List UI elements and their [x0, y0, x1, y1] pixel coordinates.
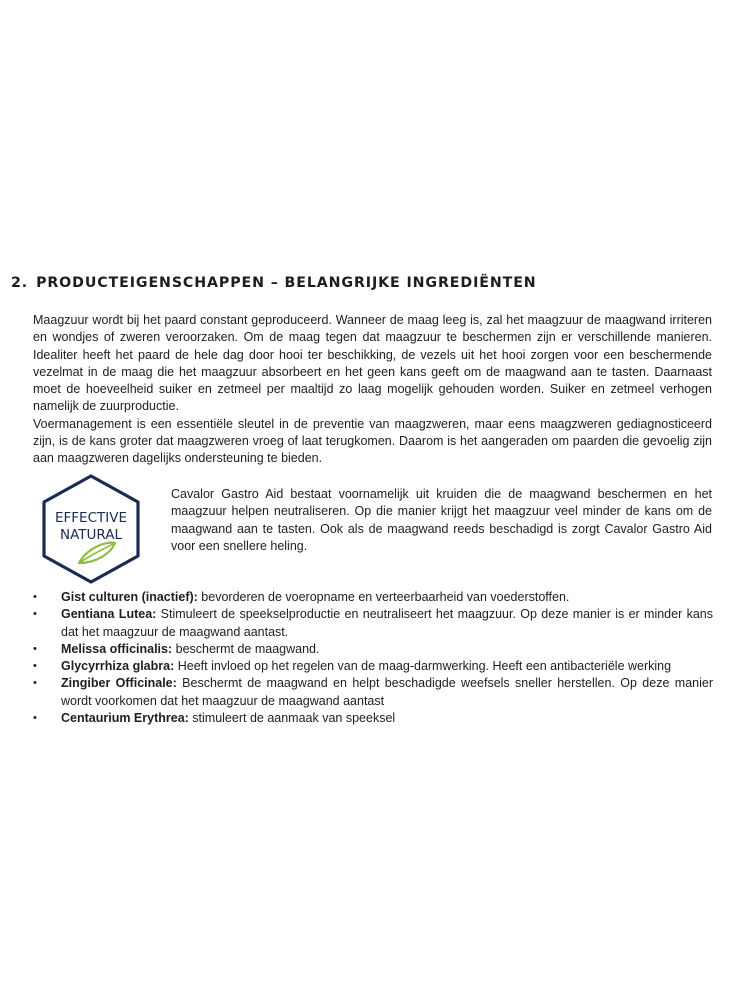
- list-item: [33, 710, 713, 727]
- ingredient-name: Gentiana Lutea:: [61, 607, 157, 622]
- ingredient-description: beschermt de maagwand.: [172, 641, 320, 656]
- list-item: [33, 675, 713, 710]
- badge-label-natural: NATURAL: [59, 527, 123, 543]
- product-description: Cavalor Gastro Aid bestaat voornamelijk uit kruiden die de maagwand beschermen en het maagzuur helpen neutraliseren. Op die manier krijgt het maagzuur veel minder de kans om de maagwand aan te tasten. Ook als de maagwand reeds beschadigd is zorgt Cavalor Gastro Aid voor een snellere heling.: [171, 487, 712, 553]
- bullet-icon: •: [33, 677, 37, 690]
- ingredient-name: Centaurium Erythrea:: [61, 711, 189, 726]
- bullet-icon: •: [33, 591, 37, 603]
- ingredient-name: Gist culturen (inactief):: [61, 590, 198, 604]
- list-item: [33, 658, 713, 675]
- ingredient-description: Stimuleert de speekselproductie en neutraliseert het maagzuur. Op deze manier is er minder kans dat het maagzuur de maagwand aantast.: [61, 607, 713, 639]
- ingredient-name: Glycyrrhiza glabra:: [61, 659, 175, 674]
- ingredient-name: Melissa officinalis:: [61, 641, 173, 656]
- ingredient-description: bevorderen de voeropname en verteerbaarheid van voederstoffen.: [197, 590, 570, 604]
- ingredient-description: stimuleert de aanmaak van speeksel: [188, 711, 396, 726]
- effective-natural-badge: [39, 473, 143, 585]
- badge-label-effective: EFFECTIVE: [54, 510, 128, 526]
- bullet-icon: •: [33, 712, 37, 725]
- list-item: [33, 641, 713, 658]
- section-title: PRODUCTEIGENSCHAPPEN – BELANGRIJKE INGREDIËNTEN: [36, 275, 537, 291]
- bullet-icon: •: [33, 608, 37, 621]
- ingredient-name: Zingiber Officinale:: [61, 676, 177, 691]
- badge-hexagon: [39, 473, 143, 585]
- bullet-icon: •: [33, 642, 37, 655]
- intro-text: [33, 312, 712, 468]
- intro-paragraph-2: Voermanagement is een essentiële sleutel in de preventie van maagzweren, maar eens maagzweren gediagnosticeerd zijn, is de kans groter dat maagzweren vroeg of laat terugkomen. Daarom is het aangeraden om paarden die gevoelig zijn aan maagzweren dagelijks ondersteuning te bieden.: [33, 416, 712, 466]
- list-item: [33, 589, 713, 606]
- ingredient-description: Heeft invloed op het regelen van de maag-darmwerking. Heeft een antibacteriële werking: [174, 659, 672, 674]
- bullet-icon: •: [33, 660, 37, 673]
- intro-paragraph-1: Maagzuur wordt bij het paard constant geproduceerd. Wanneer de maag leeg is, zal het maagzuur de maagwand irriteren en wondjes of zweren veroorzaken. Om de maag tegen dat maagzuur te beschermen zijn er verschillende manieren. Idealiter heeft het paard de hele dag door hooi ter beschikking, de vezels uit het hooi zorgen voor een beschermende vezelmat in de maag die het maagzuur absorbeert en het geen kans geeft om de maagwand aan te tasten. Daarnaast moet de hoeveelheid suiker en zetmeel per maaltijd zo laag mogelijk gehouden worden. Suiker en zetmeel verhogen namelijk de zuurproductie.: [33, 313, 712, 414]
- ingredient-description: Beschermt de maagwand en helpt beschadigde weefsels sneller herstellen. Op deze manier wordt voorkomen dat het maagzuur de maagwand aantast: [61, 676, 713, 708]
- list-item: [33, 606, 713, 641]
- section-number: 2.: [11, 275, 29, 291]
- ingredients-list: [33, 589, 713, 727]
- section-heading: [11, 275, 711, 291]
- leaf-icon: [79, 543, 115, 563]
